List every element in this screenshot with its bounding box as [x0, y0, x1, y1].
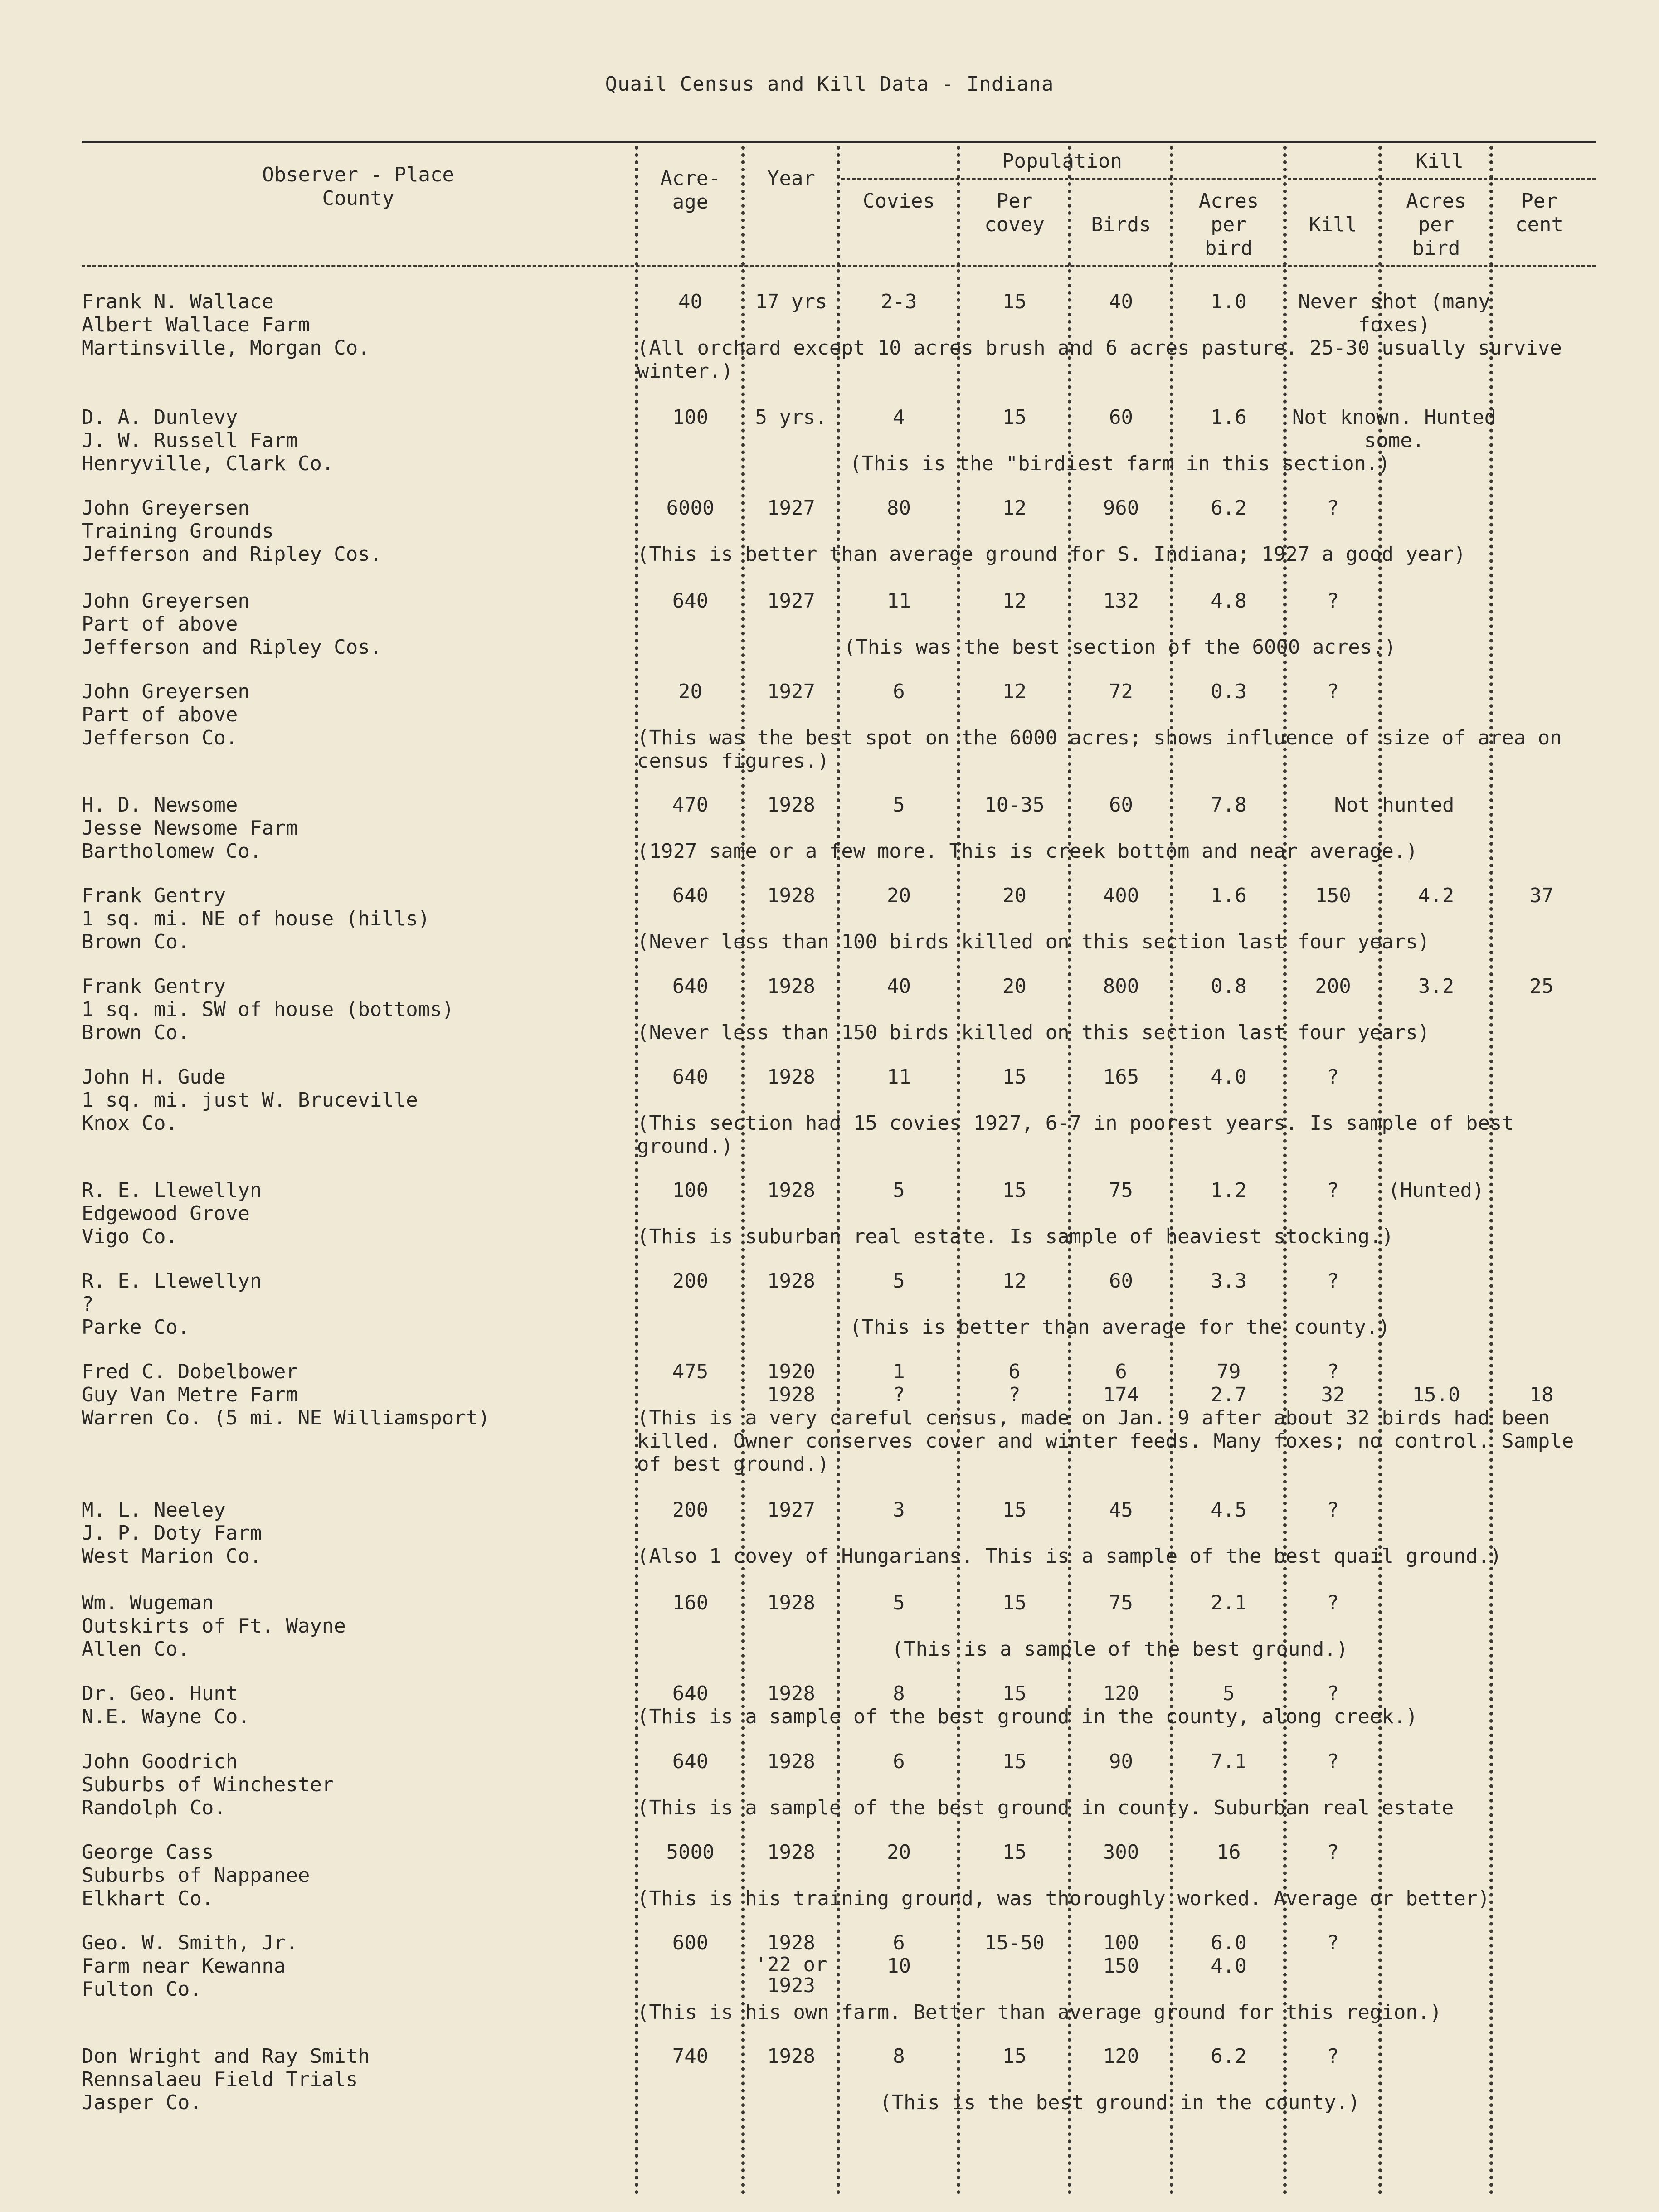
covies-cell: 11	[887, 1065, 911, 1089]
year-cell: 1920	[767, 1360, 815, 1383]
acres-per-bird-cell: 79	[1216, 1360, 1241, 1383]
observer-line: Bartholomew Co.	[82, 840, 262, 863]
acreage-cell: 640	[672, 1682, 709, 1705]
birds-cell: 800	[1103, 975, 1139, 998]
remark-note: (This is the "birdiest farm in this section.)	[849, 452, 1391, 475]
per-covey-cell: 15	[1002, 1682, 1027, 1705]
observer-place-county	[82, 2045, 617, 2114]
observer-line: Fulton Co.	[82, 1978, 202, 2001]
header-kill-group: Kill	[1416, 150, 1464, 173]
per-covey-cell: ?	[1008, 1383, 1021, 1406]
observer-line: Brown Co.	[82, 930, 190, 953]
kill-cell: ?	[1327, 1065, 1339, 1089]
observer-line: 1 sq. mi. NE of house (hills)	[82, 907, 430, 930]
header-apb-kill-2: per	[1418, 213, 1455, 236]
top-rule	[82, 141, 1596, 143]
table-row	[0, 290, 1659, 406]
table-row	[0, 1591, 1659, 1682]
kill-cell: ?	[1327, 680, 1339, 703]
acres-per-bird-cell: 4.0	[1211, 1065, 1247, 1089]
observer-place-county	[82, 1931, 617, 2001]
acres-per-bird-cell: 2.7	[1211, 1383, 1247, 1406]
kill-acres-per-bird-cell: 3.2	[1418, 975, 1455, 998]
remark-note: (This is a sample of the best ground in the county, along creek.)	[637, 1705, 1418, 1728]
year-cell: 1928	[767, 1269, 815, 1293]
header-acreage-1: Acre-	[660, 167, 720, 190]
year-cell: 1928	[767, 2045, 815, 2068]
observer-place-county	[82, 406, 617, 475]
observer-line: ?	[82, 1293, 94, 1316]
observer-line: Frank Gentry	[82, 975, 226, 998]
observer-place-county	[82, 290, 617, 360]
table-row	[0, 1065, 1659, 1179]
header-county: County	[322, 187, 394, 210]
table-row	[0, 1931, 1659, 2045]
acres-per-bird-cell: 1.6	[1211, 406, 1247, 429]
covies-cell: 8	[893, 2045, 905, 2068]
per-covey-cell: 15	[1002, 1750, 1027, 1773]
per-covey-cell: 6	[1008, 1360, 1021, 1383]
header-kill: Kill	[1309, 213, 1357, 236]
observer-line: Jefferson and Ripley Cos.	[82, 543, 382, 566]
per-covey-cell: 15	[1002, 1591, 1027, 1614]
acreage-cell: 640	[672, 975, 709, 998]
acreage-cell: 6000	[666, 496, 715, 520]
kill-cell: 32	[1321, 1383, 1345, 1406]
per-covey-cell: 12	[1002, 1269, 1027, 1293]
observer-line: M. L. Neeley	[82, 1498, 226, 1522]
table-row	[0, 1841, 1659, 1931]
birds-cell: 132	[1103, 589, 1139, 613]
acreage-cell: 160	[672, 1591, 709, 1614]
remark-note: (Never less than 100 birds killed on this section last four years)	[637, 930, 1430, 953]
observer-line: Parke Co.	[82, 1316, 190, 1339]
per-covey-cell: 12	[1002, 680, 1027, 703]
observer-line: Dr. Geo. Hunt	[82, 1682, 238, 1705]
table-row	[0, 1498, 1659, 1591]
table-row	[0, 2045, 1659, 2149]
remark-note: (1927 same or a few more. This is creek bottom and near average.)	[637, 840, 1418, 863]
birds-cell: 100	[1103, 1931, 1139, 1954]
observer-place-county	[82, 884, 617, 953]
birds-cell: 45	[1109, 1498, 1133, 1522]
observer-line: John Greyersen	[82, 496, 250, 520]
kill-cell: ?	[1327, 1682, 1339, 1705]
observer-line: Elkhart Co.	[82, 1887, 214, 1910]
per-covey-cell: 20	[1002, 975, 1027, 998]
table-body	[0, 290, 1659, 2149]
covies-cell: 40	[887, 975, 911, 998]
observer-line: 1 sq. mi. SW of house (bottoms)	[82, 998, 454, 1021]
per-covey-cell: 12	[1002, 589, 1027, 613]
header-apb-pop-3: bird	[1205, 237, 1253, 260]
table-row	[0, 884, 1659, 975]
birds-cell: 6	[1115, 1360, 1127, 1383]
covies-cell: 10	[887, 1954, 911, 1978]
remark-note: (This is better than average ground for S. Indiana; 1927 a good year)	[637, 543, 1466, 566]
header-per-covey-2: covey	[984, 213, 1045, 236]
observer-place-county	[82, 793, 617, 863]
kill-cell: ?	[1327, 1498, 1339, 1522]
observer-line: John Greyersen	[82, 680, 250, 703]
year-cell: 1927	[767, 589, 815, 613]
observer-place-county	[82, 1841, 617, 1910]
covies-cell: 11	[887, 589, 911, 613]
acreage-cell: 200	[672, 1269, 709, 1293]
observer-line: Outskirts of Ft. Wayne	[82, 1614, 346, 1638]
table-row	[0, 1360, 1659, 1498]
per-covey-cell: 15	[1002, 2045, 1027, 2068]
header-observer: Observer - Place	[262, 163, 454, 186]
table-row	[0, 1750, 1659, 1841]
kill-cell: ?	[1327, 2045, 1339, 2068]
covies-cell: 4	[893, 406, 905, 429]
birds-cell: 60	[1109, 793, 1133, 817]
remark-note: (This is his training ground, was thoroughly worked. Average or better)	[637, 1887, 1490, 1910]
remark-note: (Never less than 150 birds killed on this section last four years)	[637, 1021, 1430, 1044]
year-cell: 1928	[767, 1841, 815, 1864]
header-apb-kill-1: Acres	[1406, 190, 1466, 213]
birds-cell: 174	[1103, 1383, 1139, 1406]
observer-line: Martinsville, Morgan Co.	[82, 336, 370, 360]
per-covey-cell: 15	[1002, 1065, 1027, 1089]
year-cell: 1928	[767, 1931, 815, 1954]
remark-note: (This section had 15 covies 1927, 6-7 in poorest years. Is sample of best ground.)	[637, 1112, 1514, 1158]
observer-line: Randolph Co.	[82, 1796, 226, 1819]
acres-per-bird-cell: 1.2	[1211, 1179, 1247, 1202]
kill-cell: Not hunted	[1334, 793, 1455, 817]
acres-per-bird-cell: 2.1	[1211, 1591, 1247, 1614]
year-cell: '22 or 1923	[755, 1953, 827, 1997]
header-covies: Covies	[863, 190, 935, 213]
table-row	[0, 496, 1659, 589]
kill-acres-per-bird-cell: (Hunted)	[1388, 1179, 1484, 1202]
year-cell: 1927	[767, 496, 815, 520]
remark-note: (This is his own farm. Better than average ground for this region.)	[637, 2001, 1442, 2024]
acreage-cell: 600	[672, 1931, 709, 1954]
table-row	[0, 1269, 1659, 1360]
birds-cell: 400	[1103, 884, 1139, 907]
year-cell: 1928	[767, 884, 815, 907]
observer-line: John Greyersen	[82, 589, 250, 613]
per-covey-cell: 10-35	[984, 793, 1045, 817]
year-cell: 5 yrs.	[755, 406, 827, 429]
per-cent-cell: 18	[1529, 1383, 1554, 1406]
observer-line: Part of above	[82, 703, 238, 726]
birds-cell: 165	[1103, 1065, 1139, 1089]
covies-cell: 3	[893, 1498, 905, 1522]
acres-per-bird-cell: 16	[1216, 1841, 1241, 1864]
observer-line: Jesse Newsome Farm	[82, 817, 298, 840]
birds-cell: 40	[1109, 290, 1133, 313]
remark-note: (This is a very careful census, made on Jan. 9 after about 32 birds had been killed. Owner conserves cover and winter feeds. Many foxes; no control. Sample of best ground.)	[637, 1406, 1574, 1476]
kill-cell: ?	[1327, 1591, 1339, 1614]
observer-place-county	[82, 975, 617, 1044]
header-per-cent-2: cent	[1515, 213, 1563, 236]
observer-line: Jefferson and Ripley Cos.	[82, 636, 382, 659]
birds-cell: 90	[1109, 1750, 1133, 1773]
kill-acres-per-bird-cell: 15.0	[1412, 1383, 1460, 1406]
observer-place-county	[82, 1498, 617, 1568]
observer-line: Frank Gentry	[82, 884, 226, 907]
kill-cell: ?	[1327, 1360, 1339, 1383]
table-row	[0, 1682, 1659, 1750]
table-header	[0, 150, 1659, 267]
kill-cell: ?	[1327, 1269, 1339, 1293]
header-apb-kill-3: bird	[1412, 237, 1460, 260]
observer-line: Fred C. Dobelbower	[82, 1360, 298, 1383]
observer-place-county	[82, 1065, 617, 1135]
observer-line: West Marion Co.	[82, 1545, 262, 1568]
observer-line: Jefferson Co.	[82, 726, 238, 749]
header-acreage-2: age	[672, 190, 709, 214]
observer-place-county	[82, 589, 617, 659]
acres-per-bird-cell: 7.8	[1211, 793, 1247, 817]
kill-cell: ?	[1327, 496, 1339, 520]
observer-line: Don Wright and Ray Smith	[82, 2045, 370, 2068]
observer-line: John Goodrich	[82, 1750, 238, 1773]
observer-line: H. D. Newsome	[82, 793, 238, 817]
observer-line: Vigo Co.	[82, 1225, 178, 1248]
acres-per-bird-cell: 3.3	[1211, 1269, 1247, 1293]
per-covey-cell: 15	[1002, 1498, 1027, 1522]
observer-line: Brown Co.	[82, 1021, 190, 1044]
remark-note: (This is suburban real estate. Is sample of heaviest stocking.)	[637, 1225, 1394, 1248]
remark-note: (This is a sample of the best ground.)	[891, 1638, 1348, 1661]
acreage-cell: 5000	[666, 1841, 715, 1864]
kill-cell: ?	[1327, 1841, 1339, 1864]
covies-cell: 20	[887, 1841, 911, 1864]
header-year: Year	[767, 167, 815, 190]
birds-cell: 150	[1103, 1954, 1139, 1978]
birds-cell: 120	[1103, 1682, 1139, 1705]
table-row	[0, 680, 1659, 793]
covies-cell: 5	[893, 1269, 905, 1293]
observer-line: Wm. Wugeman	[82, 1591, 214, 1614]
acreage-cell: 640	[672, 1065, 709, 1089]
kill-cell: 200	[1315, 975, 1351, 998]
kill-cell: 150	[1315, 884, 1351, 907]
header-population: Population	[1002, 150, 1122, 173]
page-title: Quail Census and Kill Data - Indiana	[605, 73, 1054, 96]
year-cell: 1927	[767, 680, 815, 703]
acreage-cell: 200	[672, 1498, 709, 1522]
covies-cell: 2-3	[881, 290, 917, 313]
acres-per-bird-cell: 4.0	[1211, 1954, 1247, 1978]
header-per-covey-1: Per	[996, 190, 1033, 213]
per-covey-cell: 15	[1002, 1179, 1027, 1202]
acreage-cell: 640	[672, 1750, 709, 1773]
covies-cell: ?	[893, 1383, 905, 1406]
observer-place-county	[82, 1750, 617, 1819]
birds-cell: 120	[1103, 2045, 1139, 2068]
table-row	[0, 589, 1659, 680]
year-cell: 1928	[767, 1750, 815, 1773]
acres-per-bird-cell: 6.0	[1211, 1931, 1247, 1954]
remark-note: (This was the best spot on the 6000 acres; shows influence of size of area on census figures.)	[637, 726, 1562, 773]
header-bottom-rule	[82, 265, 1596, 267]
table-row	[0, 1179, 1659, 1269]
observer-line: Edgewood Grove	[82, 1202, 250, 1225]
population-underline	[841, 178, 1281, 180]
observer-line: Albert Wallace Farm	[82, 313, 310, 336]
observer-place-county	[82, 1682, 617, 1728]
acres-per-bird-cell: 0.8	[1211, 975, 1247, 998]
year-cell: 1928	[767, 793, 815, 817]
acres-per-bird-cell: 7.1	[1211, 1750, 1247, 1773]
remark-note: (All orchard except 10 acres brush and 6 acres pasture. 25-30 usually survive winter.)	[637, 336, 1562, 383]
acreage-cell: 100	[672, 406, 709, 429]
acreage-cell: 20	[678, 680, 702, 703]
observer-line: John H. Gude	[82, 1065, 226, 1089]
table-row	[0, 793, 1659, 884]
covies-cell: 80	[887, 496, 911, 520]
covies-cell: 6	[893, 680, 905, 703]
observer-line: Henryville, Clark Co.	[82, 452, 334, 475]
birds-cell: 72	[1109, 680, 1133, 703]
year-cell: 1928	[767, 1065, 815, 1089]
birds-cell: 75	[1109, 1179, 1133, 1202]
per-cent-cell: 37	[1529, 884, 1554, 907]
per-covey-cell: 15	[1002, 1841, 1027, 1864]
per-covey-cell: 12	[1002, 496, 1027, 520]
observer-place-county	[82, 1591, 617, 1661]
observer-line: Guy Van Metre Farm	[82, 1383, 298, 1406]
observer-line: R. E. Llewellyn	[82, 1179, 262, 1202]
observer-place-county	[82, 1269, 617, 1339]
acreage-cell: 640	[672, 884, 709, 907]
covies-cell: 5	[893, 793, 905, 817]
year-cell: 1928	[767, 1682, 815, 1705]
kill-cell: ?	[1327, 1750, 1339, 1773]
year-cell: 1928	[767, 1179, 815, 1202]
kill-cell: Not known. Hunted some.	[1292, 406, 1497, 452]
covies-cell: 1	[893, 1360, 905, 1383]
observer-place-county	[82, 1179, 617, 1248]
covies-cell: 6	[893, 1750, 905, 1773]
acreage-cell: 740	[672, 2045, 709, 2068]
observer-line: Geo. W. Smith, Jr.	[82, 1931, 298, 1954]
remark-note: (This is better than average for the county.)	[849, 1316, 1391, 1339]
observer-line: Farm near Kewanna	[82, 1954, 286, 1978]
observer-line: Warren Co. (5 mi. NE Williamsport)	[82, 1406, 490, 1429]
table-row	[0, 406, 1659, 496]
acreage-cell: 640	[672, 589, 709, 613]
acres-per-bird-cell: 4.5	[1211, 1498, 1247, 1522]
observer-line: N.E. Wayne Co.	[82, 1705, 250, 1728]
remark-note: (This is a sample of the best ground in county. Suburban real estate	[637, 1796, 1454, 1819]
remark-note: (This was the best section of the 6000 acres.)	[843, 636, 1396, 659]
header-birds: Birds	[1091, 213, 1151, 236]
kill-cell: ?	[1327, 1179, 1339, 1202]
acres-per-bird-cell: 0.3	[1211, 680, 1247, 703]
observer-line: Part of above	[82, 613, 238, 636]
year-cell: 1928	[767, 1591, 815, 1614]
year-cell: 1927	[767, 1498, 815, 1522]
remark-note: (Also 1 covey of Hungarians. This is a sample of the best quail ground.)	[637, 1545, 1502, 1568]
acres-per-bird-cell: 1.6	[1211, 884, 1247, 907]
kill-cell: Never shot (many foxes)	[1298, 290, 1490, 336]
covies-cell: 6	[893, 1931, 905, 1954]
observer-line: J. P. Doty Farm	[82, 1522, 262, 1545]
observer-line: Frank N. Wallace	[82, 290, 274, 313]
acreage-cell: 470	[672, 793, 709, 817]
birds-cell: 75	[1109, 1591, 1133, 1614]
observer-line: D. A. Dunlevy	[82, 406, 238, 429]
header-apb-pop-2: per	[1211, 213, 1247, 236]
observer-line: Suburbs of Winchester	[82, 1773, 334, 1796]
header-per-cent-1: Per	[1521, 190, 1557, 213]
year-cell: 1928	[767, 1383, 815, 1406]
acres-per-bird-cell: 6.2	[1211, 496, 1247, 520]
per-cent-cell: 25	[1529, 975, 1554, 998]
covies-cell: 5	[893, 1179, 905, 1202]
observer-line: Jasper Co.	[82, 2091, 202, 2114]
observer-line: R. E. Llewellyn	[82, 1269, 262, 1293]
observer-line: Allen Co.	[82, 1638, 190, 1661]
observer-place-county	[82, 680, 617, 749]
covies-cell: 5	[893, 1591, 905, 1614]
observer-place-county	[82, 496, 617, 566]
acreage-cell: 475	[672, 1360, 709, 1383]
observer-line: George Cass	[82, 1841, 214, 1864]
acres-per-bird-cell: 1.0	[1211, 290, 1247, 313]
acres-per-bird-cell: 5	[1222, 1682, 1235, 1705]
table-row	[0, 975, 1659, 1065]
acres-per-bird-cell: 4.8	[1211, 589, 1247, 613]
covies-cell: 8	[893, 1682, 905, 1705]
per-covey-cell: 20	[1002, 884, 1027, 907]
birds-cell: 960	[1103, 496, 1139, 520]
remark-note: (This is the best ground in the county.)	[880, 2091, 1360, 2114]
observer-line: Suburbs of Nappanee	[82, 1864, 310, 1887]
birds-cell: 60	[1109, 406, 1133, 429]
kill-cell: ?	[1327, 589, 1339, 613]
acreage-cell: 100	[672, 1179, 709, 1202]
per-covey-cell: 15	[1002, 290, 1027, 313]
observer-line: Knox Co.	[82, 1112, 178, 1135]
observer-line: Rennsalaeu Field Trials	[82, 2068, 358, 2091]
kill-cell: ?	[1327, 1931, 1339, 1954]
per-covey-cell: 15-50	[984, 1931, 1045, 1954]
acreage-cell: 40	[678, 290, 702, 313]
year-cell: 17 yrs	[755, 290, 827, 313]
observer-place-county	[82, 1360, 617, 1429]
observer-line: 1 sq. mi. just W. Bruceville	[82, 1089, 418, 1112]
observer-line: J. W. Russell Farm	[82, 429, 298, 452]
kill-acres-per-bird-cell: 4.2	[1418, 884, 1455, 907]
header-apb-pop-1: Acres	[1198, 190, 1259, 213]
birds-cell: 300	[1103, 1841, 1139, 1864]
kill-underline	[1288, 178, 1596, 180]
per-covey-cell: 15	[1002, 406, 1027, 429]
birds-cell: 60	[1109, 1269, 1133, 1293]
observer-line: Training Grounds	[82, 520, 274, 543]
covies-cell: 20	[887, 884, 911, 907]
acres-per-bird-cell: 6.2	[1211, 2045, 1247, 2068]
year-cell: 1928	[767, 975, 815, 998]
